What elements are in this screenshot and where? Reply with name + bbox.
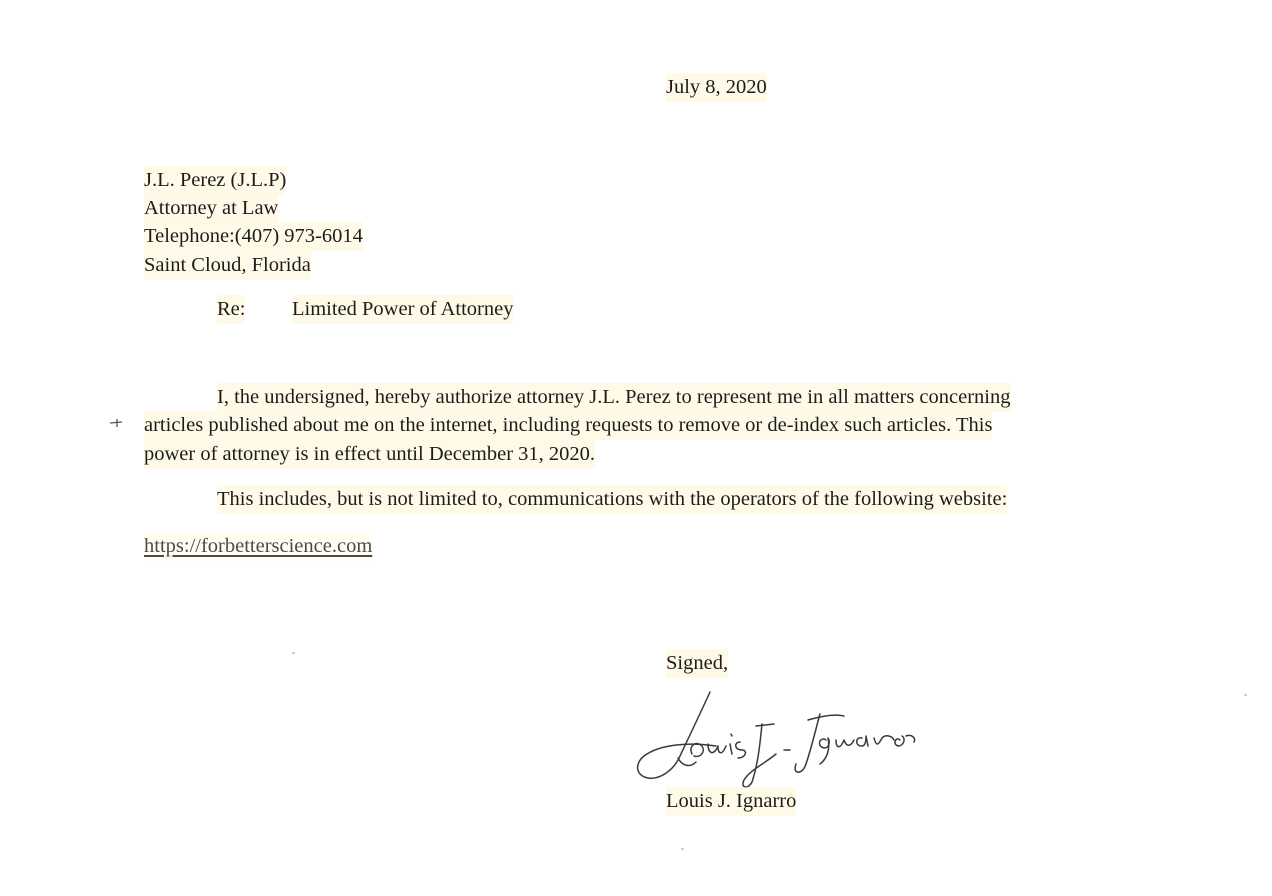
body-line-2: articles published about me on the internet, including requests to remove or de-index such articles. This bbox=[144, 411, 992, 440]
scan-speck bbox=[292, 652, 295, 654]
margin-mark bbox=[108, 417, 128, 429]
body-line-3: power of attorney is in effect until December 31, 2020. bbox=[144, 440, 595, 469]
letter-date: July 8, 2020 bbox=[666, 73, 767, 102]
handwritten-signature bbox=[630, 684, 930, 804]
scan-speck bbox=[1244, 694, 1247, 696]
re-label: Re: bbox=[217, 295, 245, 324]
signatory-name: Louis J. Ignarro bbox=[666, 787, 796, 816]
re-subject: Limited Power of Attorney bbox=[292, 295, 513, 324]
website-link[interactable]: https://forbetterscience.com bbox=[144, 532, 372, 561]
body-line-4: This includes, but is not limited to, communications with the operators of the following website: bbox=[217, 485, 1007, 514]
scan-speck bbox=[681, 848, 684, 850]
recipient-title: Attorney at Law bbox=[144, 194, 278, 223]
recipient-name: J.L. Perez (J.L.P) bbox=[144, 166, 286, 195]
body-line-1: I, the undersigned, hereby authorize attorney J.L. Perez to represent me in all matters concerning bbox=[217, 383, 1011, 412]
closing: Signed, bbox=[666, 649, 728, 678]
recipient-phone: Telephone:(407) 973-6014 bbox=[144, 222, 363, 251]
recipient-location: Saint Cloud, Florida bbox=[144, 251, 311, 280]
